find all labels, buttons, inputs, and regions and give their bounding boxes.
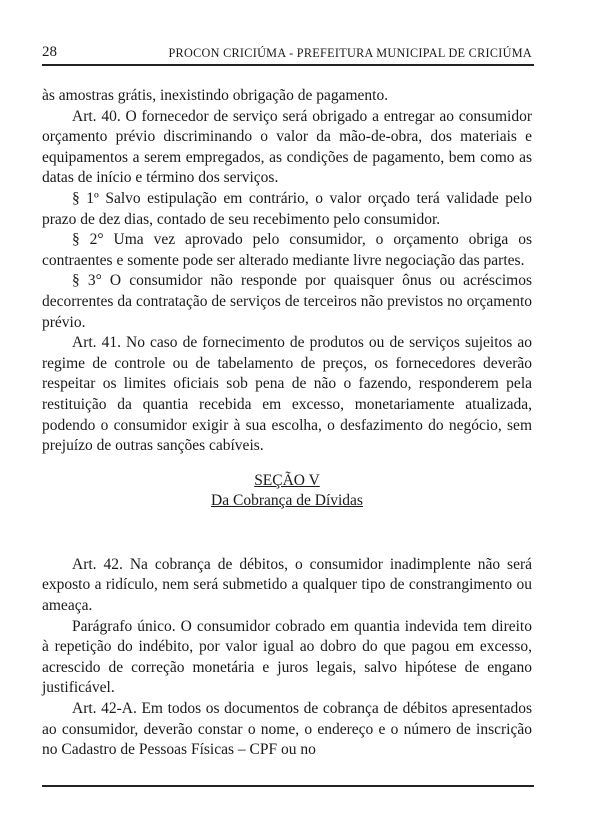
paragraph-art-40: Art. 40. O fornecedor de serviço será obrigado a entregar ao consumidor orçamento prévio discriminando o valor da mão-de-obra, dos materiais e equipamentos a serem empregados, as condições de pagamento, bem como as datas de início e término dos serviços. — [42, 107, 532, 187]
paragraph-art-40-par-2: § 2° Uma vez aprovado pelo consumidor, o orçamento obriga os contraentes e somente pode ser alterado mediante livre negociação das partes. — [42, 231, 532, 269]
page-header — [42, 42, 534, 66]
paragraph-art-40-par-1: § 1º Salvo estipulação em contrário, o valor orçado terá validade pelo prazo de dez dias, contado de seu recebimento pelo consumidor. — [42, 189, 532, 228]
footer-rule — [42, 785, 534, 787]
paragraph-art-41: Art. 41. No caso de fornecimento de produtos ou de serviços sujeitos ao regime de controle ou de tabelamento de preços, os fornecedores deverão respeitar os limites oficiais sob pena de não o fazendo, responderem pela restituição da quantia recebida em excesso, monetariamente atualizada, podendo o consumidor exigir à sua escolha, o desfazimento do negócio, sem prejuízo de outras sanções cabíveis. — [42, 334, 532, 455]
section-number: SEÇÃO V — [254, 471, 320, 489]
section-heading — [42, 471, 532, 512]
paragraph-art-42: Art. 42. Na cobrança de débitos, o consumidor inadimplente não será exposto a ridículo, nem será submetido a qualquer tipo de constrangimento ou ameaça. — [42, 555, 532, 615]
section-spacer — [42, 512, 532, 555]
paragraph-art-40-par-3: § 3° O consumidor não responde por quaisquer ônus ou acréscimos decorrentes da contratação de serviços de terceiros não previstos no orçamento prévio. — [42, 272, 532, 331]
page-body — [42, 86, 532, 761]
paragraph-art-42-sole: Parágrafo único. O consumidor cobrado em quantia indevida tem direito à repetição do indébito, por valor igual ao dobro do que pagou em excesso, acrescido de correção monetária e juros legais, salvo hipótese de engano justificável. — [42, 617, 532, 697]
page-number: 28 — [42, 44, 57, 60]
paragraph-art-42-a: Art. 42-A. Em todos os documentos de cobrança de débitos apresentados ao consumidor, deverão constar o nome, o endereço e o número de inscrição no Cadastro de Pessoas Físicas – CPF ou no — [42, 700, 532, 759]
paragraph-continuation: às amostras grátis, inexistindo obrigação de pagamento. — [42, 87, 389, 104]
running-title: PROCON CRICIÚMA - PREFEITURA MUNICIPAL DE CRICIÚMA — [168, 46, 532, 60]
section-title: Da Cobrança de Dívidas — [211, 492, 363, 510]
